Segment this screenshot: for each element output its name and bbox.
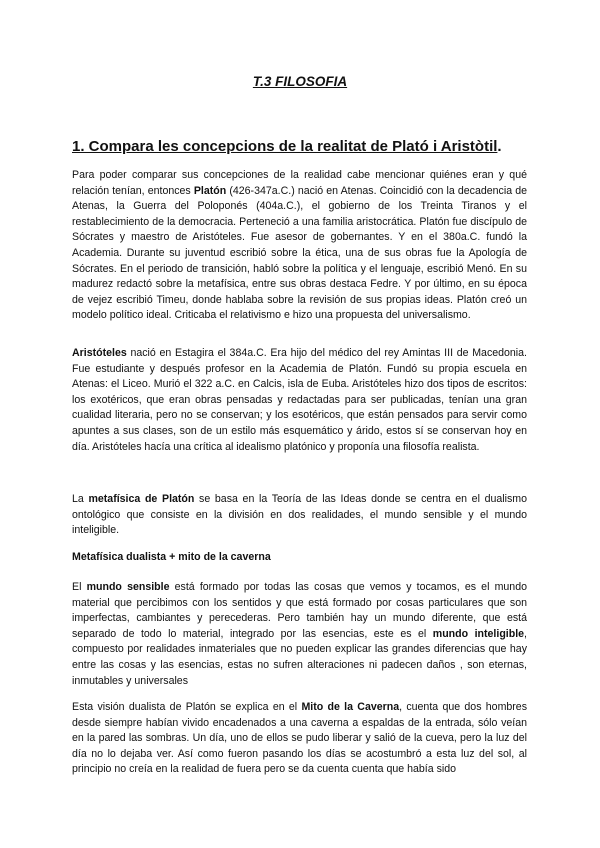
bold-term: Platón — [193, 184, 227, 197]
paragraph-text: Esta visión dualista de Platón se explica en el — [72, 701, 302, 713]
paragraph-text: , compuesto por realidades inmateriales que no pueden explicar las grandes diferencias que hay entre las cosas y las esencias, estas no sufren alteraciones ni padecen daños , son eternas, inmutables y universales — [72, 627, 527, 687]
paragraph-mito-caverna — [72, 700, 527, 778]
paragraph-text: El — [72, 581, 87, 593]
bold-term: Mito de la Caverna — [301, 701, 400, 713]
paragraph-text: La — [72, 493, 89, 505]
paragraph-mundo-sensible — [72, 580, 527, 689]
paragraph-metafisica — [72, 492, 527, 539]
bold-term: mundo sensible — [86, 581, 170, 593]
paragraph-text: está formado por todas las cosas que vemos y tocamos, es el mundo material que percibimos con los sentidos y que está formado por cosas particulares que son imperfectas, cambiantes y perecederas. Pero también hay un mundo diferente, que está separado de todo lo material, integrado por las esencias, este es el — [72, 581, 527, 640]
paragraph-text: , cuenta que dos hombres desde siempre habían vivido encadenados a una caverna a espaldas de la entrada, sólo veían en la pared las sombras. Un día, uno de ellos se pudo liberar y salió de la cueva, pero la luz del día no lo dejaba ver. Así como fueron pasando los días se acostumbró a esta luz del sol, al principio no creía en la realidad de fuera pero se da cuenta cuenta que había sido — [72, 701, 527, 776]
paragraph-text: se basa en la Teoría de las Ideas donde se centra en el dualismo ontológico que consiste en la división en dos realidades, el mundo sensible y el mundo inteligible. — [72, 493, 527, 537]
bold-term: mundo inteligible — [432, 627, 525, 640]
subheading: Metafísica dualista + mito de la caverna — [72, 551, 271, 563]
paragraph-text: nació en Estagira el 384a.C. Era hijo del médico del rey Amintas III de Macedonia. Fue estudiante y después profesor en la Academia de Platón. Fundó su propia escuela en Atenas: el Liceo. Murió el 322 a.C. en Calcis, isla de Euba. Aristóteles hizo dos tipos de escritos: los exotéricos, que eran obras pensadas y redactadas para ser publicadas, tenían una gran cualidad literaria, pero no se conservan; y los esotéricos, que están pensados para servir como apuntes a sus clases, son de un estilo más esquemático y árido, estos sí se conservan hoy en día. Aristóteles hacía una crítica al idealismo platónico y proponía una filosofía realista. — [72, 347, 527, 453]
paragraph-aristoteles — [72, 346, 527, 455]
paragraph-text: (426-347a.C.) nació en Atenas. Coincidió con la decadencia de Atenas, la Guerra del Poloponés (404a.C.), el gobierno de los Treinta Tiranos y el restablecimiento de la democracia. Perteneció a una familia aristocrática. Platón fue discípulo de Sócrates y maestro de Aristóteles. Fue asesor de gobernantes. Y en el 380a.C. fundó la Academia. Durante su juventud escribió sobre la ética, una de sus obras fue la Apología de Sócrates. En el periodo de transición, habló sobre la política y el lenguaje, escribió Menó. En su madurez redactó sobre la metafísica, entre sus obras destaca Fedre. Y por último, en su época de vejez escribió Timeu, donde hablaba sobre la revisión de sus propias ideas. Platón creó un modelo político ideal. Criticaba el relativismo e hizo una propuesta del universalismo. — [72, 184, 527, 322]
paragraph-platon — [72, 168, 527, 324]
document-title: T.3 FILOSOFIA — [252, 74, 348, 89]
section-heading-text: 1. Compara les concepcions de la realitat de Plató i Aristòtil — [72, 138, 498, 155]
bold-term: metafísica de Platón — [88, 493, 195, 505]
bold-term: Aristóteles — [72, 347, 127, 359]
section-heading — [72, 138, 542, 155]
paragraph-text: Para poder comparar sus concepciones de la realidad cabe mencionar quiénes eran y qué relación tenían, entonces — [72, 169, 527, 197]
section-heading-end: . — [497, 138, 502, 155]
